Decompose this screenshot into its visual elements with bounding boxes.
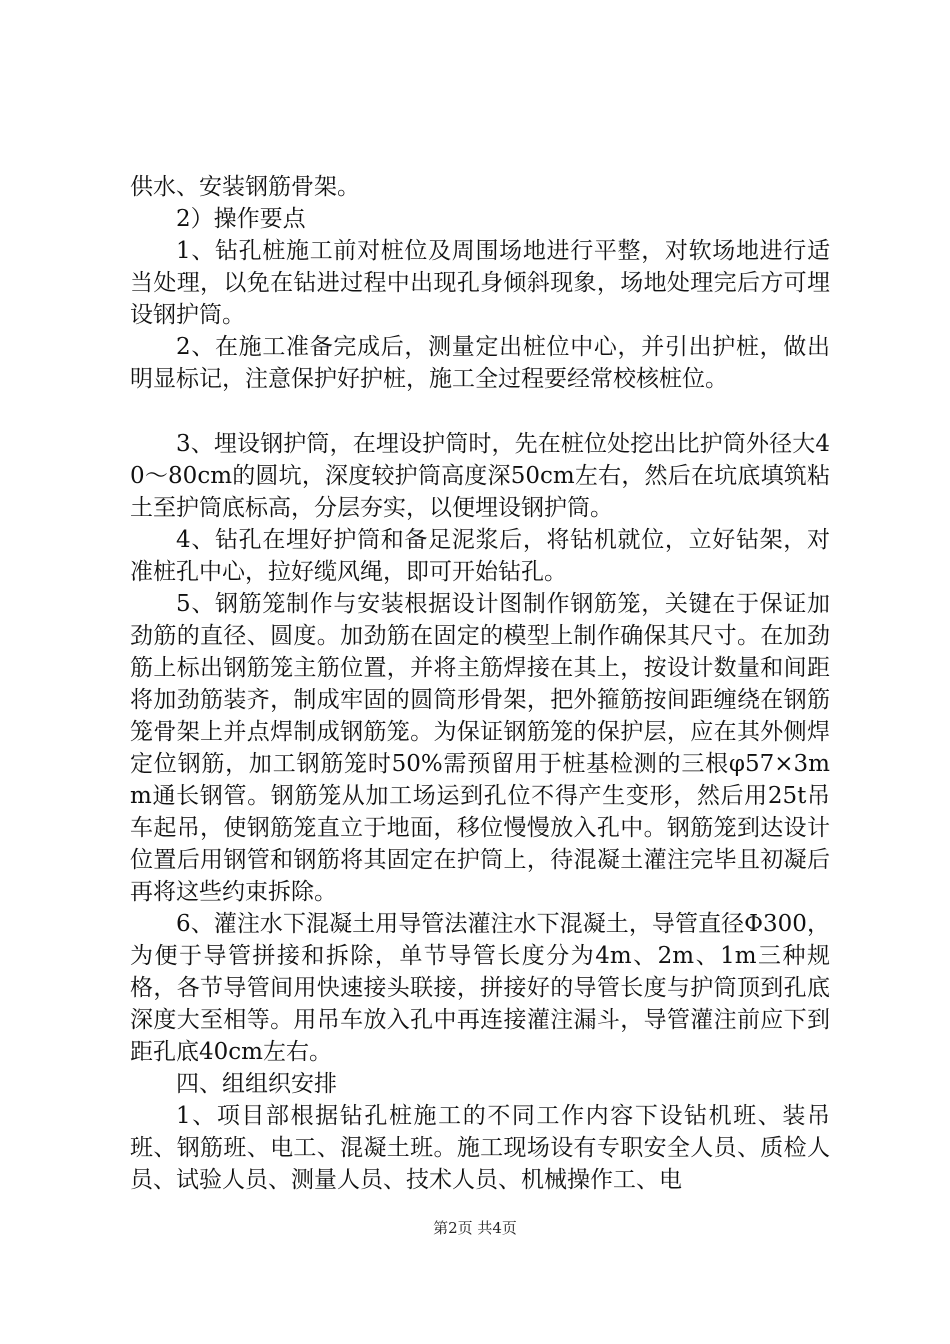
paragraph-continuation: 供水、安装钢筋骨架。 xyxy=(130,174,360,200)
document-body xyxy=(130,171,830,1196)
paragraph-pile-positioning: 2、在施工准备完成后，测量定出桩位中心，并引出护桩，做出明显标记，注意保护好护桩，施工全过程要经常校核桩位。 xyxy=(130,334,830,392)
paragraph-steel-casing: 3、埋设钢护筒，在埋设护筒时，先在桩位处挖出比护筒外径大40～80cm的圆坑，深度较护筒高度深50cm左右，然后在坑底填筑粘土至护筒底标高，分层夯实，以便埋设钢护筒。 xyxy=(130,431,830,521)
section-heading-organization: 四、组组织安排 xyxy=(176,1071,337,1097)
paragraph-underwater-concrete: 6、灌注水下混凝土用导管法灌注水下混凝土，导管直径Φ300，为便于导管拼接和拆除，单节导管长度分为4m、2m、1m三种规格，各节导管间用快速接头联接，拼接好的导管长度与护筒顶到孔底深度大至相等。用吊车放入孔中再连接灌注漏斗，导管灌注前应下到距孔底40cm左右。 xyxy=(130,911,830,1065)
paragraph-project-teams: 1、项目部根据钻孔桩施工的不同工作内容下设钻机班、装吊班、钢筋班、电工、混凝土班。施工现场设有专职安全人员、质检人员、试验人员、测量人员、技术人员、机械操作工、电 xyxy=(130,1103,830,1193)
paragraph-site-leveling: 1、钻孔桩施工前对桩位及周围场地进行平整，对软场地进行适当处理，以免在钻进过程中出现孔身倾斜现象，场地处理完后方可埋设钢护筒。 xyxy=(130,238,830,328)
page-number-footer: 第2页 共4页 xyxy=(433,1219,517,1237)
paragraph-rebar-cage: 5、钢筋笼制作与安装根据设计图制作钢筋笼，关键在于保证加劲筋的直径、圆度。加劲筋在固定的模型上制作确保其尺寸。在加劲筋上标出钢筋笼主筋位置，并将主筋焊接在其上，按设计数量和间距将加劲筋装齐，制成牢固的圆筒形骨架，把外箍筋按间距缠绕在钢筋笼骨架上并点焊制成钢筋笼。为保证钢筋笼的保护层，应在其外侧焊定位钢筋，加工钢筋笼时50%需预留用于桩基检测的三根φ57×3mm通长钢管。钢筋笼从加工场运到孔位不得产生变形，然后用25t吊车起吊，使钢筋笼直立于地面，移位慢慢放入孔中。钢筋笼到达设计位置后用钢管和钢筋将其固定在护筒上，待混凝土灌注完毕且初凝后再将这些约束拆除。 xyxy=(130,591,830,905)
section-heading-operation-points: 2）操作要点 xyxy=(176,206,306,232)
paragraph-drilling: 4、钻孔在埋好护筒和备足泥浆后，将钻机就位，立好钻架，对准桩孔中心，拉好缆风绳，即可开始钻孔。 xyxy=(130,527,830,585)
paragraph-gap xyxy=(130,395,830,428)
